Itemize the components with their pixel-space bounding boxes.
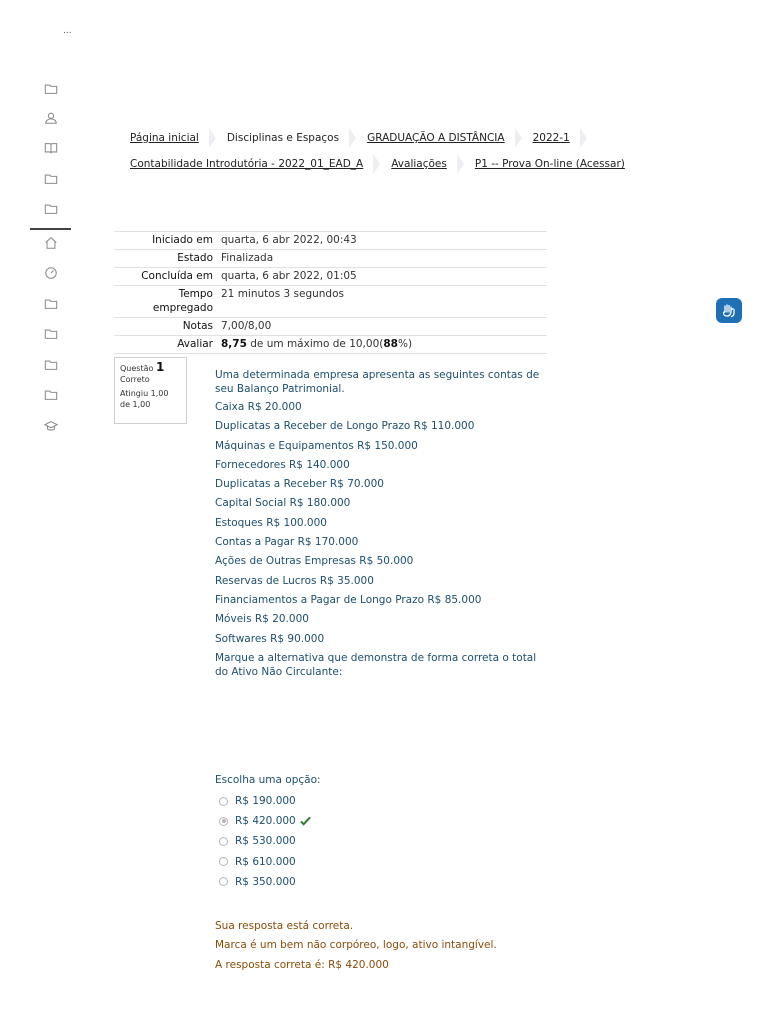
breadcrumb-separator <box>349 128 357 148</box>
breadcrumb-separator <box>457 154 465 174</box>
completed-value: quarta, 6 abr 2022, 01:05 <box>217 268 547 286</box>
account-line: Duplicatas a Receber de Longo Prazo R$ 110.000 <box>215 420 475 433</box>
graduation-cap-icon[interactable] <box>43 418 59 434</box>
option-label[interactable]: R$ 610.000 <box>235 855 296 868</box>
table-row <box>114 232 547 250</box>
home-icon[interactable] <box>43 235 59 251</box>
table-row <box>114 268 547 286</box>
grade-value-cell <box>217 336 547 354</box>
table-row <box>114 250 547 268</box>
question-text <box>215 368 545 684</box>
table-row <box>114 336 547 354</box>
answer-option[interactable] <box>219 872 311 892</box>
radio-button[interactable] <box>219 857 228 866</box>
book-icon[interactable] <box>43 140 59 156</box>
folder-icon[interactable] <box>43 387 59 403</box>
breadcrumb-separator <box>515 128 523 148</box>
folder-icon[interactable] <box>43 81 59 97</box>
feedback-correct: Sua resposta está correta. <box>215 920 354 932</box>
folder-icon[interactable] <box>43 326 59 342</box>
answer-option-selected[interactable] <box>219 811 311 831</box>
folder-icon[interactable] <box>43 357 59 373</box>
breadcrumb-disciplines: Disciplinas e Espaços <box>226 132 340 144</box>
breadcrumb-home-link[interactable]: Página inicial <box>130 132 199 144</box>
account-line: Estoques R$ 100.000 <box>215 516 327 529</box>
question-label: Questão <box>120 364 154 373</box>
option-label[interactable]: R$ 420.000 <box>235 815 296 828</box>
accessibility-button[interactable] <box>716 298 742 323</box>
account-line: Reservas de Lucros R$ 35.000 <box>215 574 374 587</box>
option-label[interactable]: R$ 530.000 <box>235 835 296 848</box>
time-label: Tempo empregado <box>114 286 217 318</box>
grade-label: Avaliar <box>114 336 217 354</box>
grade-value: 8,75 <box>221 338 247 350</box>
breadcrumb-term-link[interactable]: 2022-1 <box>532 132 570 144</box>
table-row <box>114 286 547 318</box>
account-line: Financiamentos a Pagar de Longo Prazo R$ 85.000 <box>215 593 482 606</box>
question-number: 1 <box>155 360 165 374</box>
breadcrumb-exam-link[interactable]: P1 -- Prova On-line (Acessar) <box>474 158 625 170</box>
sidebar-divider <box>30 228 71 230</box>
time-value: 21 minutos 3 segundos <box>217 286 547 318</box>
radio-button[interactable] <box>219 837 228 846</box>
answer-option[interactable] <box>219 852 311 872</box>
breadcrumb-separator <box>373 154 381 174</box>
radio-button[interactable] <box>219 797 228 806</box>
question-info-box <box>114 357 187 424</box>
checkmark-icon <box>300 816 311 826</box>
question-points: Atingiu 1,00 de 1,00 <box>120 389 169 409</box>
grade-percent-close: %) <box>397 338 413 350</box>
sign-language-icon <box>721 303 737 319</box>
grade-percent: 88 <box>383 338 398 350</box>
breadcrumb <box>120 128 640 180</box>
answer-option[interactable] <box>219 831 311 851</box>
completed-label: Concluída em <box>114 268 217 286</box>
answer-options <box>219 791 311 892</box>
account-line: Softwares R$ 90.000 <box>215 632 325 645</box>
state-value: Finalizada <box>217 250 547 268</box>
marks-label: Notas <box>114 318 217 336</box>
folder-icon[interactable] <box>43 171 59 187</box>
question-ask: Marque a alternativa que demonstra de forma correta o total do Ativo Não Circulante: <box>215 651 537 678</box>
breadcrumb-separator <box>209 128 217 148</box>
account-line: Fornecedores R$ 140.000 <box>215 458 350 471</box>
marks-value: 7,00/8,00 <box>217 318 547 336</box>
question-status: Correto <box>120 375 150 384</box>
account-line: Ações de Outras Empresas R$ 50.000 <box>215 555 414 568</box>
question-intro: Uma determinada empresa apresenta as seguintes contas de seu Balanço Patrimonial. <box>215 369 540 395</box>
header-menu-dots[interactable]: ... <box>63 26 72 36</box>
state-label: Estado <box>114 250 217 268</box>
breadcrumb-assessments-link[interactable]: Avaliações <box>391 158 447 170</box>
attempt-summary-table <box>114 231 547 354</box>
answer-option[interactable] <box>219 791 311 811</box>
radio-button-checked[interactable] <box>219 817 228 826</box>
choose-option-prompt: Escolha uma opção: <box>215 774 321 786</box>
grade-max-text: de um máximo de 10,00( <box>246 338 384 350</box>
account-line: Contas a Pagar R$ 170.000 <box>215 536 359 549</box>
folder-icon[interactable] <box>43 296 59 312</box>
option-label[interactable]: R$ 350.000 <box>235 875 296 888</box>
account-line: Capital Social R$ 180.000 <box>215 497 351 510</box>
radio-button[interactable] <box>219 877 228 886</box>
breadcrumb-course-link[interactable]: Contabilidade Introdutória - 2022_01_EAD_A <box>130 158 364 170</box>
folder-icon[interactable] <box>43 201 59 217</box>
dashboard-icon[interactable] <box>43 265 59 281</box>
option-label[interactable]: R$ 190.000 <box>235 795 296 808</box>
account-line: Móveis R$ 20.000 <box>215 613 309 626</box>
account-line: Caixa R$ 20.000 <box>215 401 302 413</box>
breadcrumb-separator <box>580 128 588 148</box>
feedback-correct-answer: A resposta correta é: R$ 420.000 <box>215 958 389 971</box>
answer-feedback <box>215 919 497 977</box>
account-line: Máquinas e Equipamentos R$ 150.000 <box>215 439 418 452</box>
feedback-explanation: Marca é um bem não corpóreo, logo, ativo intangível. <box>215 939 497 952</box>
table-row <box>114 318 547 336</box>
account-line: Duplicatas a Receber R$ 70.000 <box>215 478 384 491</box>
breadcrumb-graduation-link[interactable]: GRADUAÇÃO A DISTÂNCIA <box>367 132 505 144</box>
user-icon[interactable] <box>43 110 59 126</box>
started-value: quarta, 6 abr 2022, 00:43 <box>217 232 547 250</box>
started-label: Iniciado em <box>114 232 217 250</box>
